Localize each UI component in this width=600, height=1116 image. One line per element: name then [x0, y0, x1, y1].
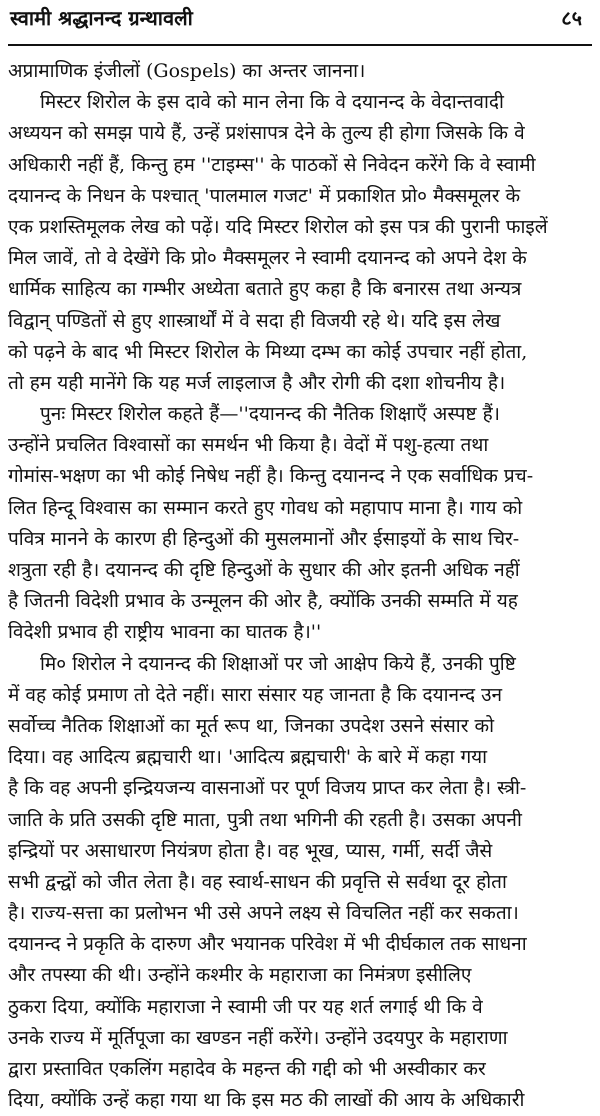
body-text — [8, 56, 592, 1116]
text-line: सर्वोच्च नैतिक शिक्षाओं का मूर्त रूप था, जिनका उपदेश उसने संसार को — [8, 714, 495, 737]
text-line: पवित्र मानने के कारण ही हिन्दुओं की मुसलमानों और ईसाइयों के साथ चिर- — [8, 527, 520, 550]
page-number: ८५ — [561, 6, 582, 30]
text-line: अध्ययन को समझ पाये हैं, उन्हें प्रशंसापत्र देने के तुल्य ही होगा जिसके कि वे — [8, 122, 525, 145]
running-header — [8, 0, 592, 46]
book-title: स्वामी श्रद्धानन्द ग्रन्थावली — [10, 6, 193, 30]
text-line: को पढ़ने के बाद भी मिस्टर शिरोल के मिथ्या दम्भ का कोई उपचार नहीं होता, — [8, 340, 528, 363]
text-line: द्वारा प्रस्तावित एकलिंग महादेव के महन्त की गद्दी को भी अस्वीकार कर — [8, 1058, 486, 1080]
text-line: जाति के प्रति उसकी दृष्टि माता, पुत्री तथा भगिनी की रहती है। उसका अपनी — [8, 808, 522, 831]
text-line: अप्रामाणिक इंजीलों (Gospels) का अन्तर जानना। — [8, 60, 366, 82]
text-line: एक प्रशस्तिमूलक लेख को पढ़ें। यदि मिस्टर शिरोल को इस पत्र की पुरानी फाइलें — [8, 215, 548, 238]
text-line: विदेशी प्रभाव ही राष्ट्रीय भावना का घातक है।'' — [8, 621, 322, 644]
text-line: सभी द्वन्द्वों को जीत लेता है। वह स्वार्थ-साधन की प्रवृत्ति से सर्वथा दूर होता — [8, 870, 507, 893]
text-line: इन्द्रियों पर असाधारण नियंत्रण होता है। वह भूख, प्यास, गर्मी, सर्दी जैसे — [8, 839, 493, 862]
text-line: दिया, क्योंकि उन्हें कहा गया था कि इस मठ की लाखों की आय के अधिकारी — [8, 1089, 525, 1112]
text-line: दयानन्द ने प्रकृति के दारुण और भयानक परिवेश में भी दीर्घकाल तक साधना — [8, 933, 527, 956]
text-line: ठुकरा दिया, क्योंकि महाराजा ने स्वामी जी पर यह शर्त लगाई थी कि वे — [8, 995, 483, 1018]
text-line: है जितनी विदेशी प्रभाव के उन्मूलन की ओर है, क्योंकि उनकी सम्मति में यह — [8, 590, 518, 613]
text-line: मिल जावें, तो वे देखेंगे कि प्रो० मैक्समूलर ने स्वामी दयानन्द को अपने देश के — [8, 247, 527, 270]
text-line: विद्वान् पण्डितों से हुए शास्त्रार्थों में वे सदा ही विजयी रहे थे। यदि इस लेख — [8, 309, 501, 332]
text-line: और तपस्या की थी। उन्होंने कश्मीर के महाराजा का निमंत्रण इसीलिए — [8, 964, 472, 987]
text-line: मि० शिरोल ने दयानन्द की शिक्षाओं पर जो आक्षेप किये हैं, उनकी पुष्टि — [40, 652, 516, 675]
text-line: मिस्टर शिरोल के इस दावे को मान लेना कि वे दयानन्द के वेदान्तवादी — [40, 91, 504, 114]
text-line: अधिकारी नहीं हैं, किन्तु हम ''टाइम्स'' के पाठकों से निवेदन करेंगे कि वे स्वामी — [8, 153, 536, 176]
text-line: धार्मिक साहित्य का गम्भीर अध्येता बताते हुए कहा है कि बनारस तथा अन्यत्र — [8, 278, 522, 301]
text-line: शत्रुता रही है। दयानन्द की दृष्टि हिन्दुओं के सुधार की ओर इतनी अधिक नहीं — [8, 559, 520, 581]
text-line: में वह कोई प्रमाण तो देते नहीं। सारा संसार यह जानता है कि दयानन्द उन — [8, 683, 503, 706]
text-line: उनके राज्य में मूर्तिपूजा का खण्डन नहीं करेंगे। उन्होंने उदयपुर के महाराणा — [8, 1026, 508, 1049]
text-line: उन्होंने प्रचलित विश्वासों का समर्थन भी किया है। वेदों में पशु-हत्या तथा — [8, 434, 489, 457]
text-line: दिया। वह आदित्य ब्रह्मचारी था। 'आदित्य ब्रह्मचारी' के बारे में कहा गया — [8, 746, 488, 769]
text-line: है कि वह अपनी इन्द्रियजन्य वासनाओं पर पूर्ण विजय प्राप्त कर लेता है। स्त्री- — [8, 777, 527, 800]
text-line: गोमांस-भक्षण का भी कोई निषेध नहीं है। किन्तु दयानन्द ने एक सर्वाधिक प्रच- — [8, 465, 534, 488]
text-line: दयानन्द के निधन के पश्चात् 'पालमाल गजट' में प्रकाशित प्रो० मैक्समूलर के — [8, 184, 521, 207]
text-line: लित हिन्दू विश्वास का सम्मान करते हुए गोवध को महापाप माना है। गाय को — [8, 496, 523, 519]
text-line: तो हम यही मानेंगे कि यह मर्ज लाइलाज है और रोगी की दशा शोचनीय है। — [8, 371, 506, 394]
text-line: पुनः मिस्टर शिरोल कहते हैं—''दयानन्द की नैतिक शिक्षाएँ अस्पष्ट हैं। — [40, 403, 500, 426]
text-line: है। राज्य-सत्ता का प्रलोभन भी उसे अपने लक्ष्य से विचलित नहीं कर सकता। — [8, 902, 519, 925]
